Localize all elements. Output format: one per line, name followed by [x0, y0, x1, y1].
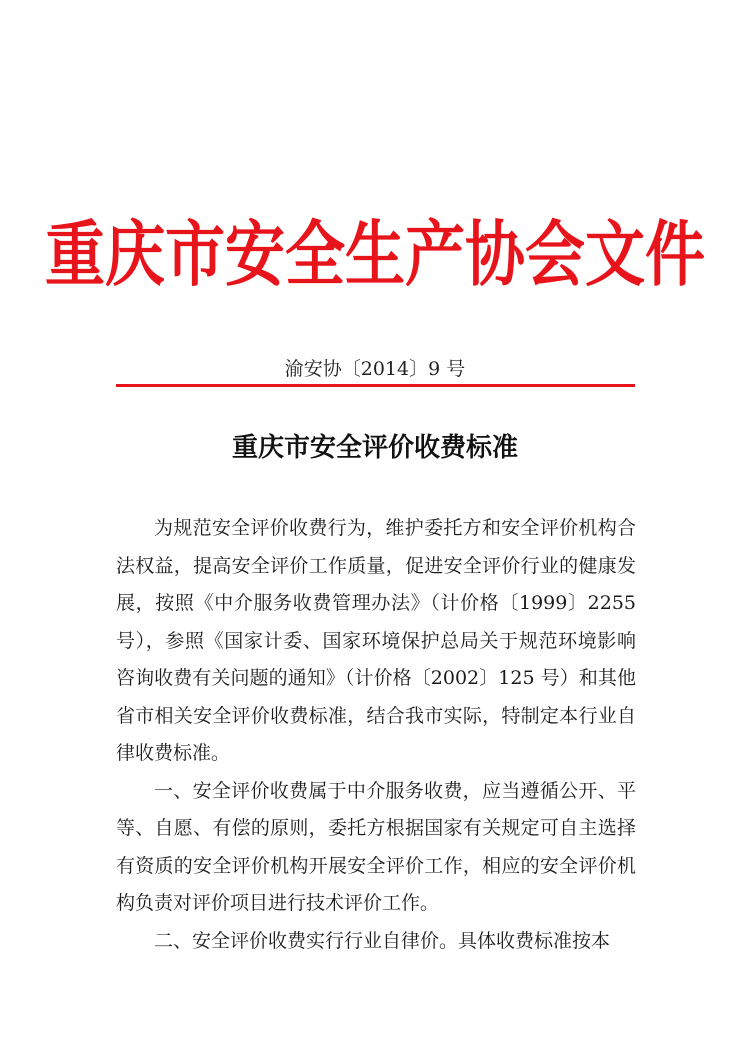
- document-header-title: 重庆市安全生产协会文件: [45, 213, 705, 297]
- paragraph-intro: 为规范安全评价收费行为，维护委托方和安全评价机构合法权益，提高安全评价工作质量，促进安全评价行业的健康发展，按照《中介服务收费管理办法》（计价格〔1999〕2255 号），参照《国家计委、国家环境保护总局关于规范环境影响咨询收费有关问题的通知》（计价格〔2002〕125 号）和其他省市相关安全评价收费标准，结合我市实际，特制定本行业自律收费标准。: [116, 517, 636, 764]
- document-body: [116, 510, 636, 960]
- document-number: 渝安协〔2014〕9 号: [284, 358, 466, 380]
- document-title: 重庆市安全评价收费标准: [231, 433, 518, 463]
- paragraph-item-2: 二、安全评价收费实行行业自律价。具体收费标准按本: [154, 929, 611, 952]
- paragraph-item-1: 一、安全评价收费属于中介服务收费，应当遵循公开、平等、自愿、有偿的原则，委托方根据国家有关规定可自主选择有资质的安全评价机构开展安全评价工作，相应的安全评价机构负责对评价项目进行技术评价工作。: [116, 779, 636, 914]
- red-divider-line: [116, 384, 635, 387]
